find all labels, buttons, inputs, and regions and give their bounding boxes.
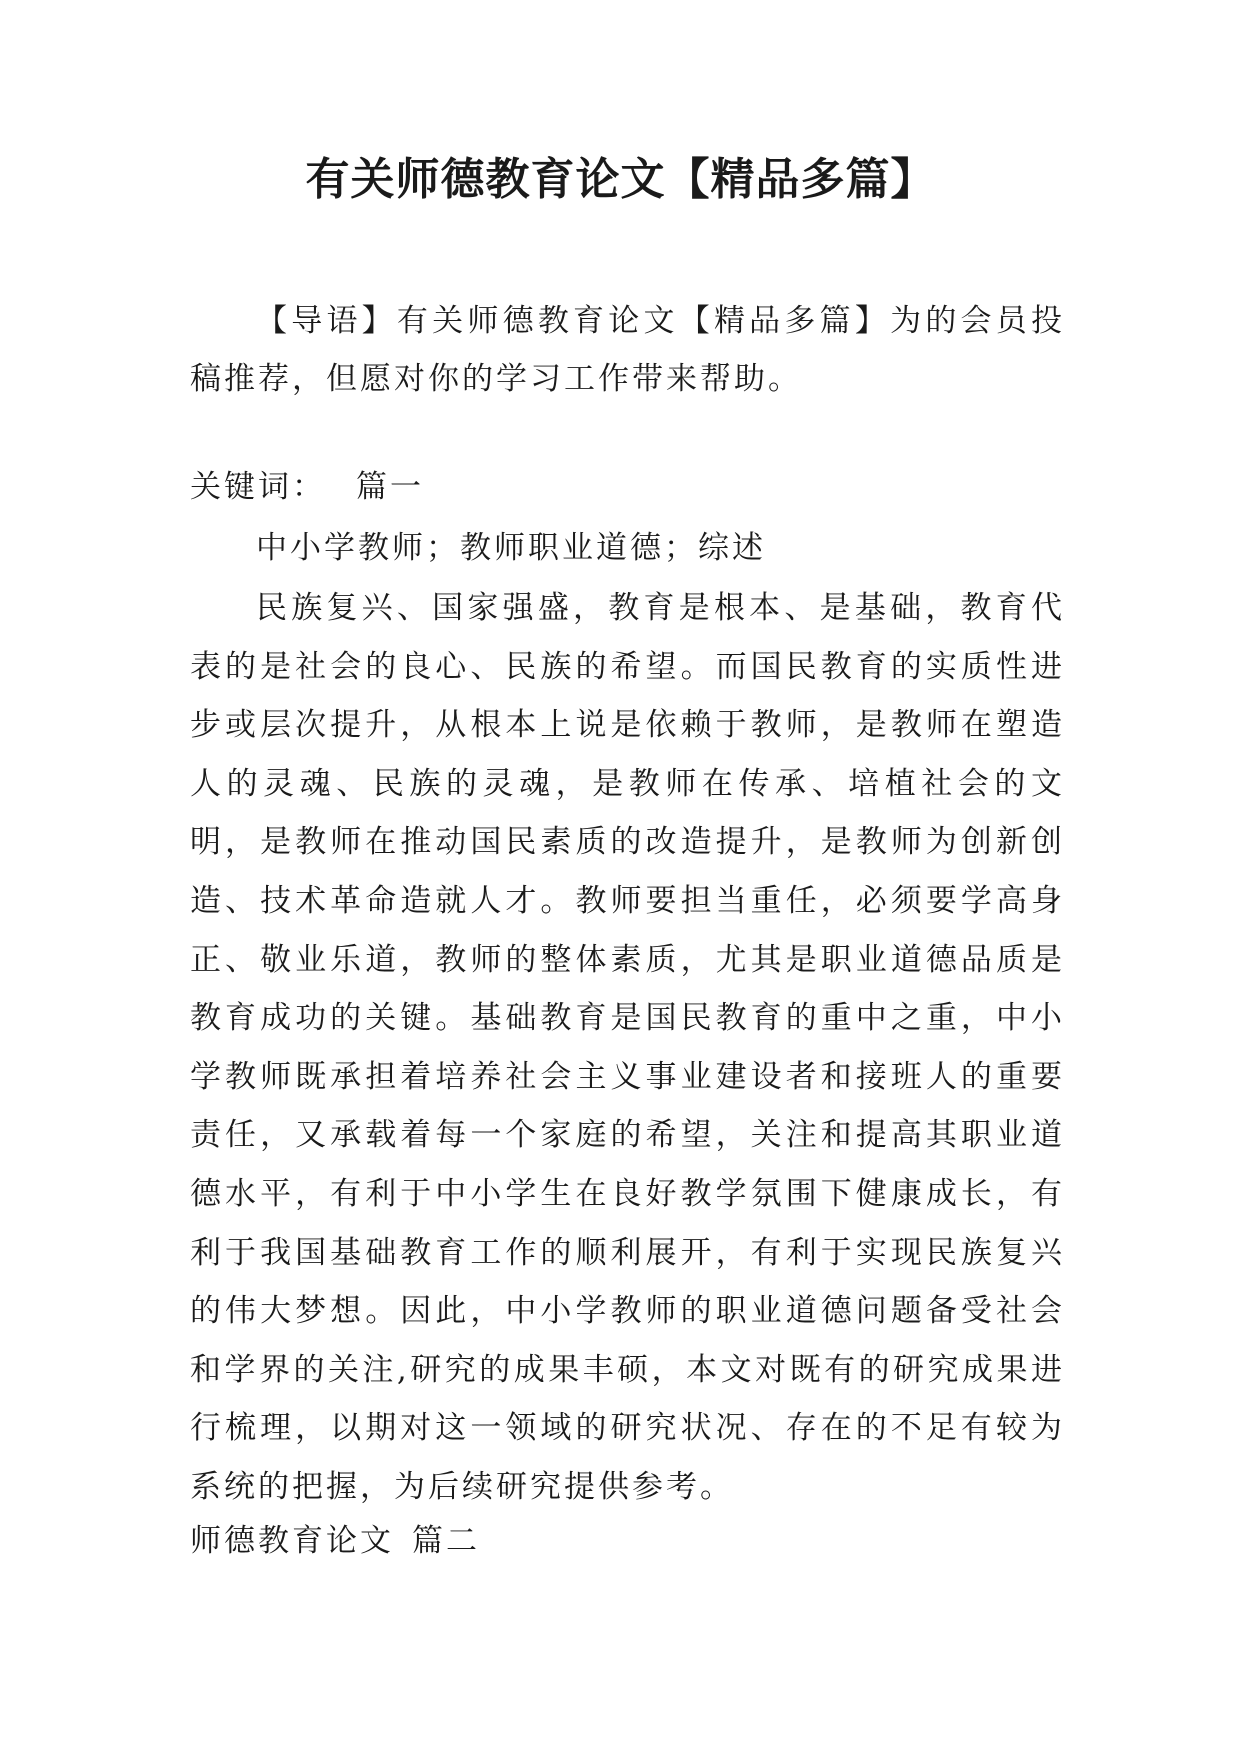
section2-label: 篇二 (412, 1523, 480, 1559)
intro-paragraph: 【导语】有关师德教育论文【精品多篇】为的会员投稿推荐，但愿对你的学习工作带来帮助。 (190, 303, 1065, 397)
keywords-list: 中小学教师；教师职业道德；综述 (256, 530, 766, 566)
main-paragraph: 民族复兴、国家强盛，教育是根本、是基础，教育代表的是社会的良心、民族的希望。而国民教育的实质性进步或层次提升，从根本上说是依赖于教师，是教师在塑造人的灵魂、民族的灵魂，是教师在传承、培植社会的文明，是教师在推动国民素质的改造提升，是教师为创新创造、技术革命造就人才。教师要担当重任，必须要学高身正、敬业乐道，教师的整体素质，尤其是职业道德品质是教育成功的关键。基础教育是国民教育的重中之重，中小学教师既承担着培养社会主义事业建设者和接班人的重要责任，又承载着每一个家庭的希望，关注和提高其职业道德水平，有利于中小学生在良好教学氛围下健康成长，有利于我国基础教育工作的顺利展开，有利于实现民族复兴的伟大梦想。因此，中小学教师的职业道德问题备受社会和学界的关注,研究的成果丰硕，本文对既有的研究成果进行梳理，以期对这一领域的研究状况、存在的不足有较为系统的把握，为后续研究提供参考。 (190, 590, 1065, 1505)
document-title: 有关师德教育论文【精品多篇】 (305, 154, 936, 205)
keywords-line (190, 458, 1065, 516)
section2-heading: 师德教育论文 (190, 1523, 394, 1559)
section1-label: 篇一 (356, 469, 424, 505)
keywords-label: 关键词： (190, 469, 326, 505)
section2-heading-line (190, 1512, 1065, 1570)
